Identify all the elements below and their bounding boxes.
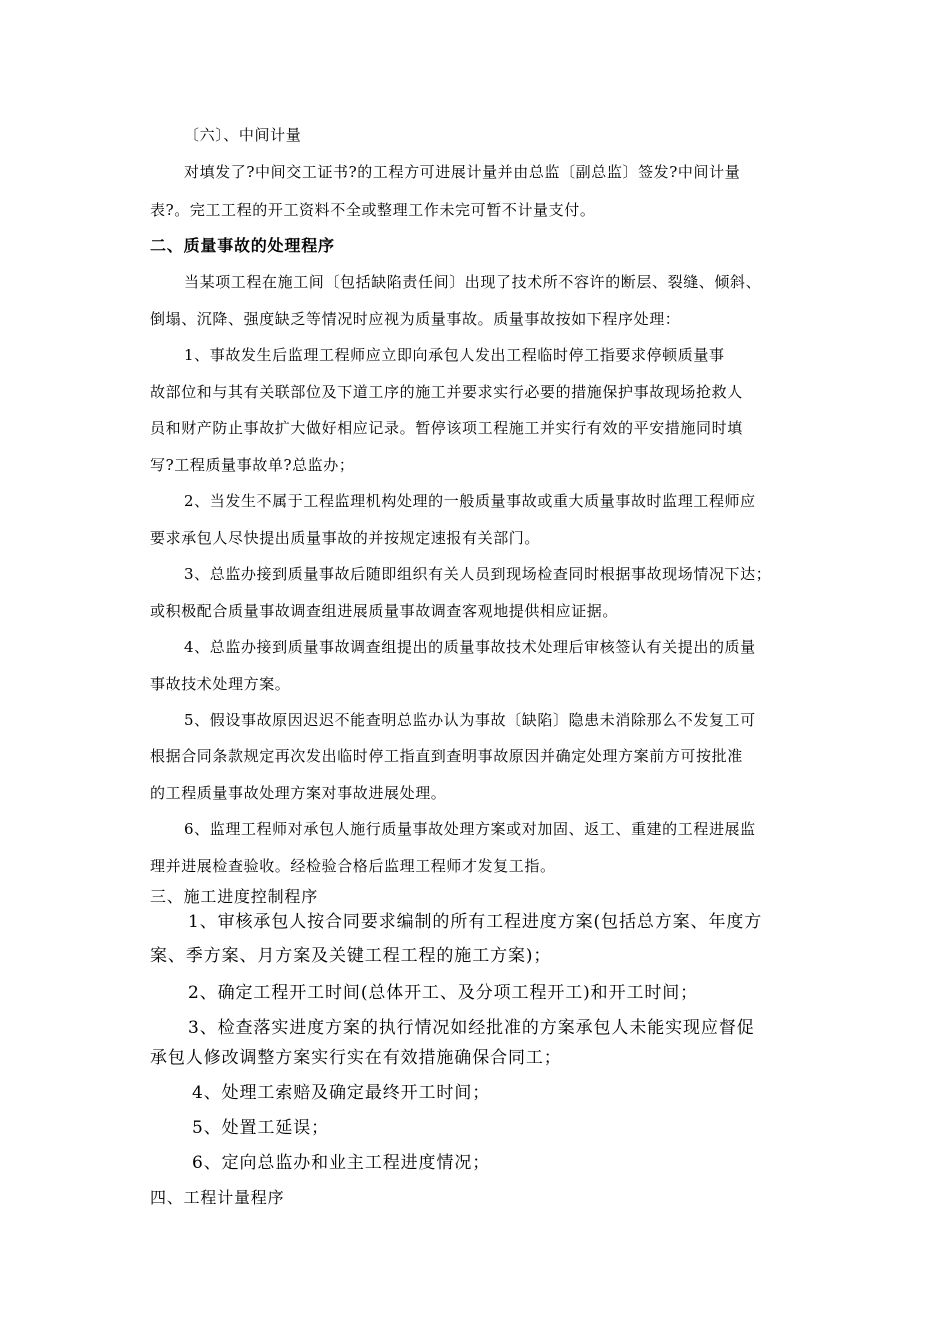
section2-item5-line: 根据合同条款规定再次发出临时停工指直到查明事故原因并确定处理方案前方可按批准 [150,747,743,765]
section2-intro-line: 当某项工程在施工间〔包括缺陷责任间〕出现了技术所不容许的断层、裂缝、倾斜、 [184,273,762,291]
section4-heading: 四、工程计量程序 [150,1188,285,1207]
section2-item1-line: 故部位和与其有关联部位及下道工序的施工并要求实行必要的措施保护事故现场抢救人 [150,383,743,401]
section6-paragraph-line: 表?。完工工程的开工资料不全或整理工作未完可暂不计量支付。 [150,201,596,219]
section3-item3-line: 承包人修改调整方案实行实在有效措施确保合同工； [150,1048,562,1068]
section3-heading: 三、施工进度控制程序 [150,887,319,906]
section2-item3-line: 或积极配合质量事故调查组进展质量事故调查客观地提供相应证据。 [150,602,619,620]
section2-item5-line: 5、假设事故原因迟迟不能查明总监办认为事故〔缺陷〕隐患未消除那么不发复工可 [184,711,756,729]
section2-item1-line: 1、事故发生后监理工程师应立即向承包人发出工程临时停工指要求停顿质量事 [184,346,725,364]
section2-item2-line: 要求承包人尽快提出质量事故的并按规定速报有关部门。 [150,529,541,547]
section6-heading: 〔六〕、中间计量 [184,126,302,144]
section2-item4-line: 4、总监办接到质量事故调查组提出的质量事故技术处理后审核签认有关提出的质量 [184,638,756,656]
section3-item4: 4、处理工索赔及确定最终开工时间； [192,1083,491,1103]
section2-heading: 二、质量事故的处理程序 [150,236,335,255]
section2-item6-line: 理并进展检查验收。经检验合格后监理工程师才发复工指。 [150,857,556,875]
section2-item1-line: 写?工程质量事故单?总监办； [150,456,355,474]
section2-item2-line: 2、当发生不属于工程监理机构处理的一般质量事故或重大质量事故时监理工程师应 [184,492,756,510]
section2-item4-line: 事故技术处理方案。 [150,675,291,693]
section2-item5-line: 的工程质量事故处理方案对事故进展处理。 [150,784,447,802]
section3-item1-line: 案、季方案、月方案及关键工程工程的施工方案)； [150,946,552,966]
section2-intro-line: 倒塌、沉降、强度缺乏等情况时应视为质量事故。质量事故按如下程序处理： [150,310,681,328]
section3-item1-line: 1、审核承包人按合同要求编制的所有工程进度方案(包括总方案、年度方 [188,912,763,932]
section2-item6-line: 6、监理工程师对承包人施行质量事故处理方案或对加固、返工、重建的工程进展监 [184,820,756,838]
section3-item6: 6、定向总监办和业主工程进度情况； [192,1153,491,1173]
section2-item3-line: 3、总监办接到质量事故后随即组织有关人员到现场检查同时根据事故现场情况下达； [184,565,772,583]
section3-item3-line: 3、检查落实进度方案的执行情况如经批准的方案承包人未能实现应督促 [188,1018,755,1038]
section3-item2: 2、确定工程开工时间(总体开工、及分项工程开工)和开工时间； [188,983,699,1003]
section3-item5: 5、处置工延误； [192,1118,330,1138]
section2-item1-line: 员和财产防止事故扩大做好相应记录。暂停该项工程施工并实行有效的平安措施同时填 [150,419,743,437]
section6-paragraph-line: 对填发了?中间交工证书?的工程方可进展计量并由总监〔副总监〕签发?中间计量 [184,163,741,181]
